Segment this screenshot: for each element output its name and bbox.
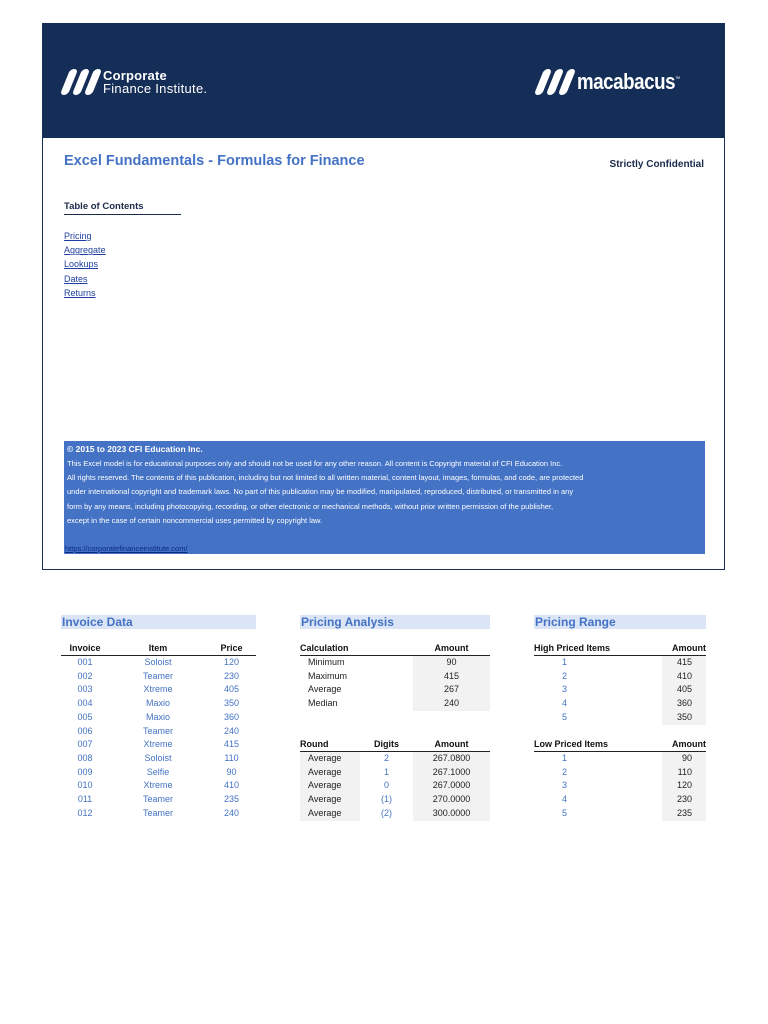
table-row (534, 683, 706, 697)
item-cell[interactable]: Soloist (144, 657, 172, 667)
calculation-cell[interactable]: Median (308, 698, 338, 709)
macabacus-logo-icon (539, 69, 571, 95)
amount-cell[interactable]: 267.0800 (413, 752, 490, 766)
amount-cell[interactable]: 90 (662, 752, 706, 766)
macabacus-logo-text: macabacus (577, 69, 676, 94)
item-cell[interactable]: Maxio (145, 711, 170, 722)
price-cell[interactable]: 240 (223, 725, 240, 736)
amount-cell[interactable]: 360 (662, 697, 706, 711)
digits-cell[interactable]: 1 (383, 766, 389, 777)
invoice-cell[interactable]: 005 (77, 711, 93, 722)
toc-link-lookups[interactable]: Lookups (64, 259, 99, 270)
table-row (534, 779, 706, 793)
amount-cell[interactable]: 90 (413, 656, 490, 670)
rank-cell[interactable]: 2 (562, 670, 568, 681)
invoice-cell[interactable]: 003 (77, 684, 93, 695)
low-priced-table (534, 738, 706, 821)
invoice-cell[interactable]: 007 (77, 739, 93, 750)
table-row (61, 752, 256, 766)
price-cell[interactable]: 415 (223, 739, 240, 750)
cover-sheet (42, 23, 725, 570)
copyright-line: All rights reserved. The contents of this publication, including but not limited to all written material, content layout, images, formulas, and code, are protected (67, 473, 584, 483)
round-cell[interactable]: Average (300, 752, 360, 766)
col-header-price: Price (207, 642, 256, 656)
col-header-calculation: Calculation (300, 642, 413, 656)
rank-cell[interactable]: 5 (562, 711, 568, 722)
table-row (61, 670, 256, 684)
table-row (534, 656, 706, 670)
table-row (300, 793, 490, 807)
invoice-cell[interactable]: 010 (77, 780, 93, 791)
digits-cell[interactable]: 0 (383, 780, 389, 791)
table-row (534, 807, 706, 821)
amount-cell[interactable]: 267 (413, 683, 490, 697)
col-header-low-priced: Low Priced Items (534, 738, 662, 752)
table-row (61, 738, 256, 752)
copyright-heading: © 2015 to 2023 CFI Education Inc. (67, 444, 203, 454)
amount-cell[interactable]: 270.0000 (413, 793, 490, 807)
amount-cell[interactable]: 230 (662, 793, 706, 807)
round-table (300, 738, 490, 821)
table-row (61, 766, 256, 780)
table-row (61, 793, 256, 807)
calculation-cell[interactable]: Average (308, 684, 342, 695)
calculation-cell[interactable]: Maximum (308, 670, 348, 681)
table-row (300, 656, 490, 670)
table-row (534, 793, 706, 807)
pricing-range-title: Pricing Range (534, 615, 706, 629)
toc-link-returns[interactable]: Returns (64, 287, 96, 298)
round-cell[interactable]: Average (300, 793, 360, 807)
item-cell[interactable]: Selfie (146, 766, 170, 777)
toc-link-aggregate[interactable]: Aggregate (64, 245, 106, 256)
copyright-line: form by any means, including photocopying, recording, or other electronic or mechanical methods, without prior written permission of the publisher, (67, 501, 554, 511)
invoice-cell[interactable]: 011 (77, 794, 93, 805)
price-cell[interactable]: 360 (223, 711, 240, 722)
table-row (61, 807, 256, 821)
item-cell[interactable]: Xtreme (143, 684, 173, 695)
price-cell[interactable]: 240 (223, 807, 240, 818)
macabacus-trademark: ™ (675, 76, 680, 83)
price-cell[interactable]: 350 (223, 698, 240, 709)
toc-link-dates[interactable]: Dates (64, 273, 88, 284)
pricing-analysis-title: Pricing Analysis (300, 615, 490, 629)
toc-link-pricing[interactable]: Pricing (64, 231, 92, 241)
high-priced-table (534, 642, 706, 725)
round-cell[interactable]: Average (300, 779, 360, 793)
rank-cell[interactable]: 1 (562, 753, 568, 763)
table-row (300, 752, 490, 766)
table-row (300, 779, 490, 793)
amount-cell[interactable]: 267.0000 (413, 779, 490, 793)
amount-cell[interactable]: 350 (662, 711, 706, 725)
digits-cell[interactable]: (1) (381, 794, 392, 805)
invoice-data-title: Invoice Data (61, 615, 256, 629)
col-header-digits: Digits (360, 738, 413, 752)
invoice-cell[interactable]: 004 (77, 698, 93, 709)
rank-cell[interactable]: 3 (562, 684, 568, 695)
invoice-cell[interactable]: 008 (77, 752, 93, 763)
cfi-website-link[interactable]: https://corporatefinanceinstitute.com/ (65, 544, 188, 553)
copyright-line: This Excel model is for educational purposes only and should not be used for any other reason. All content is Copyright material of CFI Education Inc. (67, 459, 563, 468)
copyright-box (64, 441, 705, 554)
amount-cell[interactable]: 110 (662, 766, 706, 780)
table-row (61, 697, 256, 711)
item-cell[interactable]: Xtreme (143, 739, 173, 750)
col-header-high-priced: High Priced Items (534, 642, 662, 656)
digits-cell[interactable]: 2 (383, 753, 389, 763)
table-row (534, 752, 706, 766)
amount-cell[interactable]: 300.0000 (413, 807, 490, 821)
item-cell[interactable]: Maxio (145, 698, 170, 709)
amount-cell[interactable]: 405 (662, 683, 706, 697)
col-header-amount: Amount (662, 738, 706, 752)
toc-links (64, 229, 106, 300)
round-cell[interactable]: Average (300, 807, 360, 821)
price-cell[interactable]: 110 (224, 752, 239, 763)
amount-cell[interactable]: 120 (662, 779, 706, 793)
table-row (300, 766, 490, 780)
price-cell[interactable]: 90 (226, 766, 237, 777)
item-cell[interactable]: Teamer (142, 794, 173, 805)
item-cell[interactable]: Soloist (144, 752, 172, 763)
amount-cell[interactable]: 240 (413, 697, 490, 711)
item-cell[interactable]: Teamer (142, 670, 173, 681)
item-cell[interactable]: Teamer (142, 725, 173, 736)
page-title: Excel Fundamentals - Formulas for Finance (64, 153, 365, 169)
cfi-logo-line1: Corporate (103, 68, 167, 83)
confidential-label: Strictly Confidential (609, 159, 704, 170)
table-row (534, 766, 706, 780)
invoice-cell[interactable]: 012 (77, 807, 93, 818)
table-row (300, 670, 490, 684)
col-header-amount: Amount (413, 642, 490, 656)
table-row (534, 697, 706, 711)
col-header-round: Round (300, 738, 360, 752)
calculation-cell[interactable]: Minimum (308, 657, 345, 667)
price-cell[interactable]: 410 (223, 780, 240, 791)
toc-title: Table of Contents (64, 201, 181, 215)
amount-cell[interactable]: 410 (662, 670, 706, 684)
invoice-cell[interactable]: 009 (77, 766, 93, 777)
item-cell[interactable]: Teamer (142, 807, 173, 818)
pricing-analysis-table (300, 642, 490, 711)
table-row (300, 807, 490, 821)
rank-cell[interactable]: 3 (562, 780, 568, 791)
copyright-line: under international copyright and trademark laws. No part of this publication may be modified, manipulated, reproduced, distributed, or transmitted in any (67, 487, 574, 497)
col-header-amount: Amount (413, 738, 490, 752)
invoice-table (61, 642, 256, 820)
amount-cell[interactable]: 267.1000 (413, 766, 490, 780)
digits-cell[interactable]: (2) (381, 807, 392, 818)
rank-cell[interactable]: 4 (562, 698, 568, 709)
copyright-line: except in the case of certain noncommercial uses permitted by copyright law. (67, 515, 323, 525)
table-row (61, 711, 256, 725)
cfi-logo (65, 69, 207, 95)
round-cell[interactable]: Average (300, 766, 360, 780)
rank-cell[interactable]: 2 (562, 766, 568, 777)
table-row (61, 683, 256, 697)
amount-cell[interactable]: 415 (662, 656, 706, 670)
cfi-logo-line2: Finance Institute. (103, 81, 208, 96)
invoice-cell[interactable]: 001 (77, 657, 93, 667)
rank-cell[interactable]: 1 (562, 657, 568, 667)
col-header-item: Item (109, 642, 207, 656)
table-row (61, 656, 256, 670)
price-cell[interactable]: 230 (223, 670, 240, 681)
amount-cell[interactable]: 235 (662, 807, 706, 821)
table-row (300, 683, 490, 697)
table-row (534, 670, 706, 684)
price-cell[interactable]: 405 (223, 684, 240, 695)
amount-cell[interactable]: 415 (413, 670, 490, 684)
price-cell[interactable]: 120 (223, 657, 240, 667)
header-banner (43, 23, 724, 138)
table-row (61, 725, 256, 739)
invoice-cell[interactable]: 002 (77, 670, 93, 681)
table-row (300, 697, 490, 711)
item-cell[interactable]: Xtreme (143, 780, 173, 791)
col-header-amount: Amount (662, 642, 706, 656)
table-row (534, 711, 706, 725)
rank-cell[interactable]: 4 (562, 794, 568, 805)
invoice-cell[interactable]: 006 (77, 725, 93, 736)
cfi-logo-icon (65, 69, 97, 95)
table-row (61, 779, 256, 793)
rank-cell[interactable]: 5 (562, 807, 568, 818)
macabacus-logo (539, 69, 698, 95)
price-cell[interactable]: 235 (223, 794, 240, 805)
col-header-invoice: Invoice (61, 642, 109, 656)
